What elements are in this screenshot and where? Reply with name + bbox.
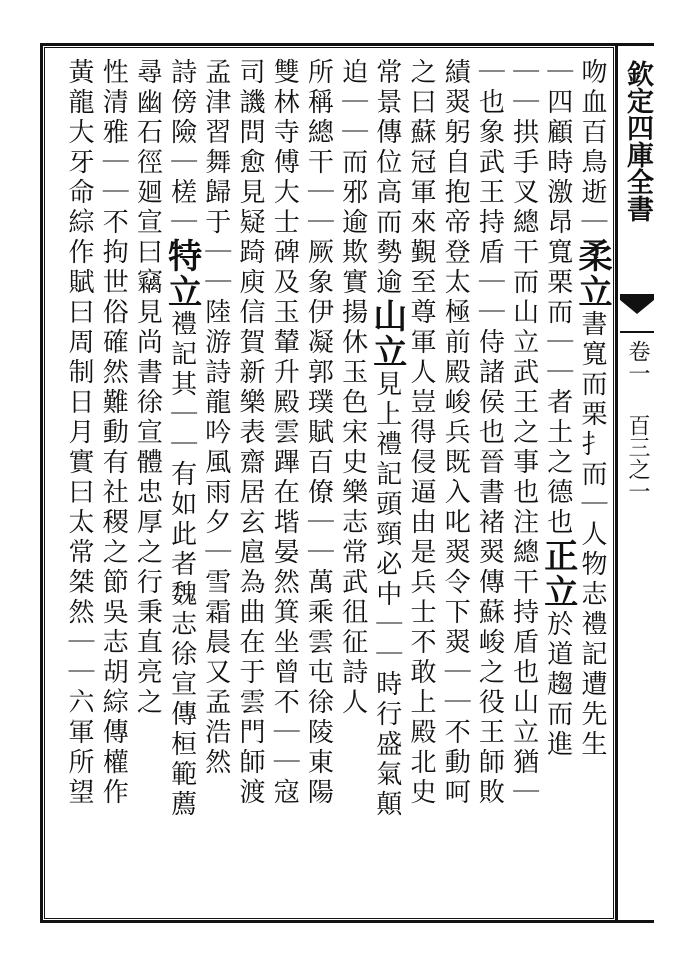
fish-tail-ornament — [620, 290, 654, 336]
column-text: 績翜躬自抱帝登太極前殿峻兵既入叱翜令下翜｜｜不動呵 — [440, 58, 471, 808]
text-column — [99, 58, 133, 918]
text-column — [133, 58, 167, 918]
column-text: 所稱總干｜｜厥象伊凝郭璞賦百僚｜｜萬乘雲屯徐陵東陽 — [303, 58, 334, 808]
entry-headword: 山立 — [366, 298, 407, 370]
text-column — [571, 58, 612, 918]
column-text: 尋幽石徑廻 — [132, 58, 163, 208]
column-text: 常景傳位高而勢逾 — [371, 58, 402, 298]
column-text: 性清雅｜｜不拘世俗確然難動有社稷之節吳志胡綜傳權作 — [98, 58, 129, 808]
column-text: 寬栗而｜｜者土之德也 — [542, 238, 573, 538]
entry-headword: 柔立 — [571, 238, 612, 310]
column-text: 宣曰竊見尚書徐宣體忠厚之行秉直亮之 — [132, 208, 163, 718]
column-text: ｜｜拱手叉總干而山立武王之事也注總干持盾也山立猶｜ — [508, 58, 539, 808]
text-column — [236, 58, 270, 918]
text-column — [65, 58, 99, 918]
column-text: 吻血百鳥逝｜ — [576, 58, 607, 238]
column-text: 迫｜｜而邪逾欺 — [337, 58, 368, 268]
book-title: 欽定四庫全書 — [622, 60, 653, 222]
text-column — [475, 58, 509, 918]
column-text: 於道趨而進 — [542, 610, 573, 760]
text-column — [161, 58, 202, 918]
text-column — [407, 58, 441, 918]
column-text: 司譏問愈見疑踦庾信賀新樂表齋居玄扈為曲在于雲門師渡 — [234, 58, 265, 808]
column-text: 詩傍險｜槎｜ — [166, 58, 197, 238]
text-column — [304, 58, 338, 918]
text-column — [537, 58, 578, 918]
text-column — [366, 58, 407, 918]
column-text: 禮記其｜｜有如此者魏志徐宣傳桓範薦 — [166, 310, 197, 820]
column-text: 孟津習舞歸于｜｜陸游詩龍吟風雨夕｜雪霜晨又孟浩然 — [200, 58, 231, 778]
column-text: ｜四顧時激昂 — [542, 58, 573, 238]
text-column — [441, 58, 475, 918]
entry-headword: 正立 — [537, 538, 578, 610]
column-text: 見上禮記頭頸必中｜｜時行盛氣顛 — [371, 370, 402, 820]
column-text: 之曰蘇冠軍來覲至尊軍人豈得侵逼由是兵士不敢上殿北史 — [405, 58, 436, 808]
text-column — [202, 58, 236, 918]
text-column — [270, 58, 304, 918]
text-column — [509, 58, 543, 918]
column-text: 實揚休玉色宋史樂志常武徂征詩人 — [337, 268, 368, 718]
volume-label: 卷一 — [625, 340, 650, 384]
column-text: 黃龍大牙命綜作賦曰周制日月實曰太常桀然｜｜六軍所望 — [63, 58, 94, 808]
volume-number: 百三之一 — [625, 414, 650, 502]
column-text: 雙林寺傅大士碑及玉輦升殿雲蹕在堦晏然箕坐曾不｜｜寇 — [269, 58, 300, 808]
column-text: ｜也象武王持盾｜｜侍諸侯也晉書褚翜傳蘇峻之役王師敗 — [474, 58, 505, 808]
entry-headword: 特立 — [161, 238, 202, 310]
text-column — [338, 58, 372, 918]
column-text: 書寬而栗扌而｜人物志禮記遭先生 — [576, 310, 607, 760]
